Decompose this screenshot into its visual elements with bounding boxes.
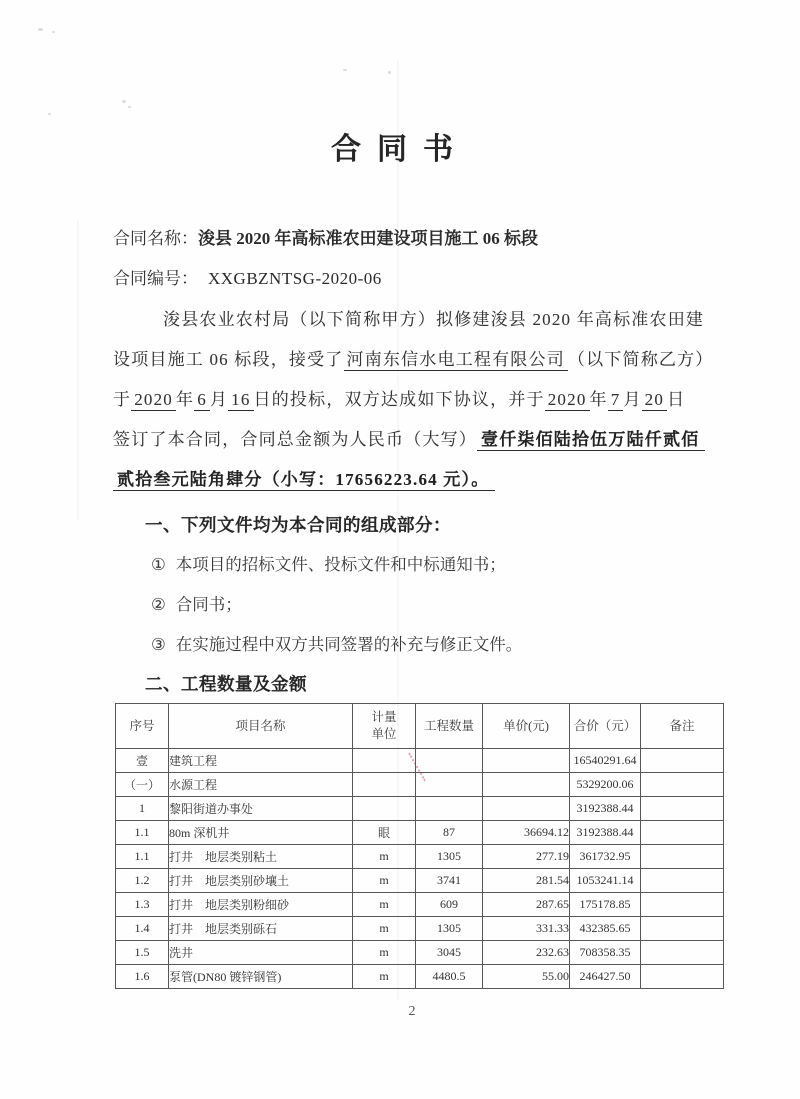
table-cell: 232.63 [483,941,570,965]
table-cell [641,941,724,965]
table-cell: 水源工程 [169,773,353,797]
table-cell: 80m 深机井 [169,821,353,845]
item-1-marker: ① [151,555,166,574]
table-cell: 281.54 [483,869,570,893]
table-cell: 246427.50 [570,965,641,989]
table-cell: 3192388.44 [570,797,641,821]
table-cell: 壹 [116,749,169,773]
table-cell: 1.3 [116,893,169,917]
table-cell: m [353,893,416,917]
table-row [116,965,724,989]
contract-name-value: 浚县 2020 年高标准农田建设项目施工 06 标段 [198,229,538,248]
table-cell: 打井 地层类别砂壤土 [169,869,353,893]
table-row [116,845,724,869]
table-cell: 打井 地层类别粘土 [169,845,353,869]
scan-streak [77,220,79,520]
table-cell [641,917,724,941]
item-1-text: 本项目的招标文件、投标文件和中标通知书； [175,555,506,574]
table-header-cell: 计量单位 [353,704,416,749]
table-cell: 609 [416,893,483,917]
table-row [116,749,724,773]
table-row [116,941,724,965]
table-cell: 洗井 [169,941,353,965]
item-2-text: 合同书； [175,595,242,614]
table-cell [641,797,724,821]
table-cell [353,773,416,797]
table-cell: 1.4 [116,917,169,941]
contract-name-line [113,224,538,249]
table-cell: m [353,917,416,941]
paragraph-line [113,460,728,500]
table-cell: （一） [116,773,169,797]
item-3-marker: ③ [151,635,166,654]
document-title: 合同书 [331,133,469,166]
table-cell: m [353,941,416,965]
scan-speck [122,100,126,103]
table-cell: 1.1 [116,821,169,845]
table-cell [641,821,724,845]
amount-in-figures-blank: 贰拾叁元陆角肆分（小写：17656223.64 元）。 [113,470,495,491]
table-cell: 黎阳街道办事处 [169,797,353,821]
table-cell: m [353,869,416,893]
table-cell: 277.19 [483,845,570,869]
table-header-cell: 合价（元） [570,704,641,749]
table-cell: 3192388.44 [570,821,641,845]
quantity-amount-table [115,703,724,989]
paragraph-line: 于 2020 年 6 月 16 日的投标，双方达成如下协议，并于 2020 年 7 月 20 日 [113,390,686,409]
contract-component-list [151,545,522,665]
table-cell: 1305 [416,845,483,869]
table-cell: 55.00 [483,965,570,989]
table-cell: 泵管(DN80 镀锌钢管) [169,965,353,989]
table-cell: 1 [116,797,169,821]
sign-day-blank: 20 [642,390,667,411]
scan-speck [388,71,391,74]
table-cell: 眼 [353,821,416,845]
table-cell [641,965,724,989]
table-cell: 36694.12 [483,821,570,845]
table-cell [641,773,724,797]
list-item [151,585,522,625]
table-cell: 1.1 [116,845,169,869]
sign-year-blank: 2020 [545,390,590,411]
item-2-marker: ② [151,595,166,614]
item-3-text: 在实施过程中双方共同签署的补充与修正文件。 [175,635,523,654]
table-cell: 4480.5 [416,965,483,989]
section-2-heading: 二、工程数量及金额 [145,674,307,694]
party-b-company-blank: 河南东信水电工程有限公司 [344,350,568,371]
table-row [116,773,724,797]
section-1-heading: 一、下列文件均为本合同的组成部分： [145,515,451,535]
table-cell: 建筑工程 [169,749,353,773]
table-cell [483,797,570,821]
table-header-cell: 工程数量 [416,704,483,749]
table-header-cell: 序号 [116,704,169,749]
table-cell [483,773,570,797]
table-cell [416,773,483,797]
table-cell: 1305 [416,917,483,941]
table-row [116,917,724,941]
table-cell: 287.65 [483,893,570,917]
bid-day-blank: 16 [228,390,253,411]
table-cell: 16540291.64 [570,749,641,773]
table-cell: 432385.65 [570,917,641,941]
table-row [116,869,724,893]
list-item [151,545,522,585]
paragraph-line: 签订了本合同，合同总金额为人民币（大写） 壹仟柒佰陆拾伍万陆仟贰佰 [113,420,728,460]
table-cell: 1053241.14 [570,869,641,893]
amount-in-words-blank: 壹仟柒佰陆拾伍万陆仟贰佰 [477,430,705,451]
table-row [116,797,724,821]
table-cell: 87 [416,821,483,845]
table-row [116,821,724,845]
table-header-cell: 项目名称 [169,704,353,749]
table-cell [353,749,416,773]
table-cell: 3741 [416,869,483,893]
bid-month-blank: 6 [194,390,210,411]
table-header-row [116,704,724,749]
table-cell: 1.2 [116,869,169,893]
table-cell: 175178.85 [570,893,641,917]
table-cell [416,797,483,821]
table-cell: 331.33 [483,917,570,941]
table-cell: 1.5 [116,941,169,965]
quantity-table-body [116,749,724,989]
contract-number-value: XXGBZNTSG-2020-06 [208,269,382,288]
page-number: 2 [408,1004,416,1019]
bid-year-blank: 2020 [131,390,176,411]
table-cell: m [353,965,416,989]
contract-name-label: 合同名称： [113,229,198,248]
table-cell: 708358.35 [570,941,641,965]
contract-number-label: 合同编号： [113,269,198,288]
table-cell: 5329200.06 [570,773,641,797]
scan-speck [52,31,55,33]
table-cell [483,749,570,773]
agreement-paragraph [113,300,728,500]
table-cell [641,845,724,869]
scan-speck [128,106,131,108]
table-header-cell: 单价(元) [483,704,570,749]
table-cell: 3045 [416,941,483,965]
table-row [116,893,724,917]
scan-speck [48,113,51,115]
table-cell [416,749,483,773]
table-cell [353,797,416,821]
sign-month-blank: 7 [608,390,624,411]
paragraph-line: 设项目施工 06 标段，接受了 河南东信水电工程有限公司 （以下简称乙方） [113,350,714,369]
table-cell [641,749,724,773]
table-cell: 打井 地层类别粉细砂 [169,893,353,917]
list-item [151,625,522,665]
table-cell: m [353,845,416,869]
table-cell: 打井 地层类别砾石 [169,917,353,941]
scan-speck [343,69,347,71]
table-header-cell: 备注 [641,704,724,749]
table-cell [641,869,724,893]
paragraph-line: 浚县农业农村局（以下简称甲方）拟修建浚县 2020 年高标准农田建 [163,310,705,329]
table-cell: 361732.95 [570,845,641,869]
scan-speck [38,28,43,31]
table-cell [641,893,724,917]
table-cell: 1.6 [116,965,169,989]
contract-number-line [113,264,382,289]
